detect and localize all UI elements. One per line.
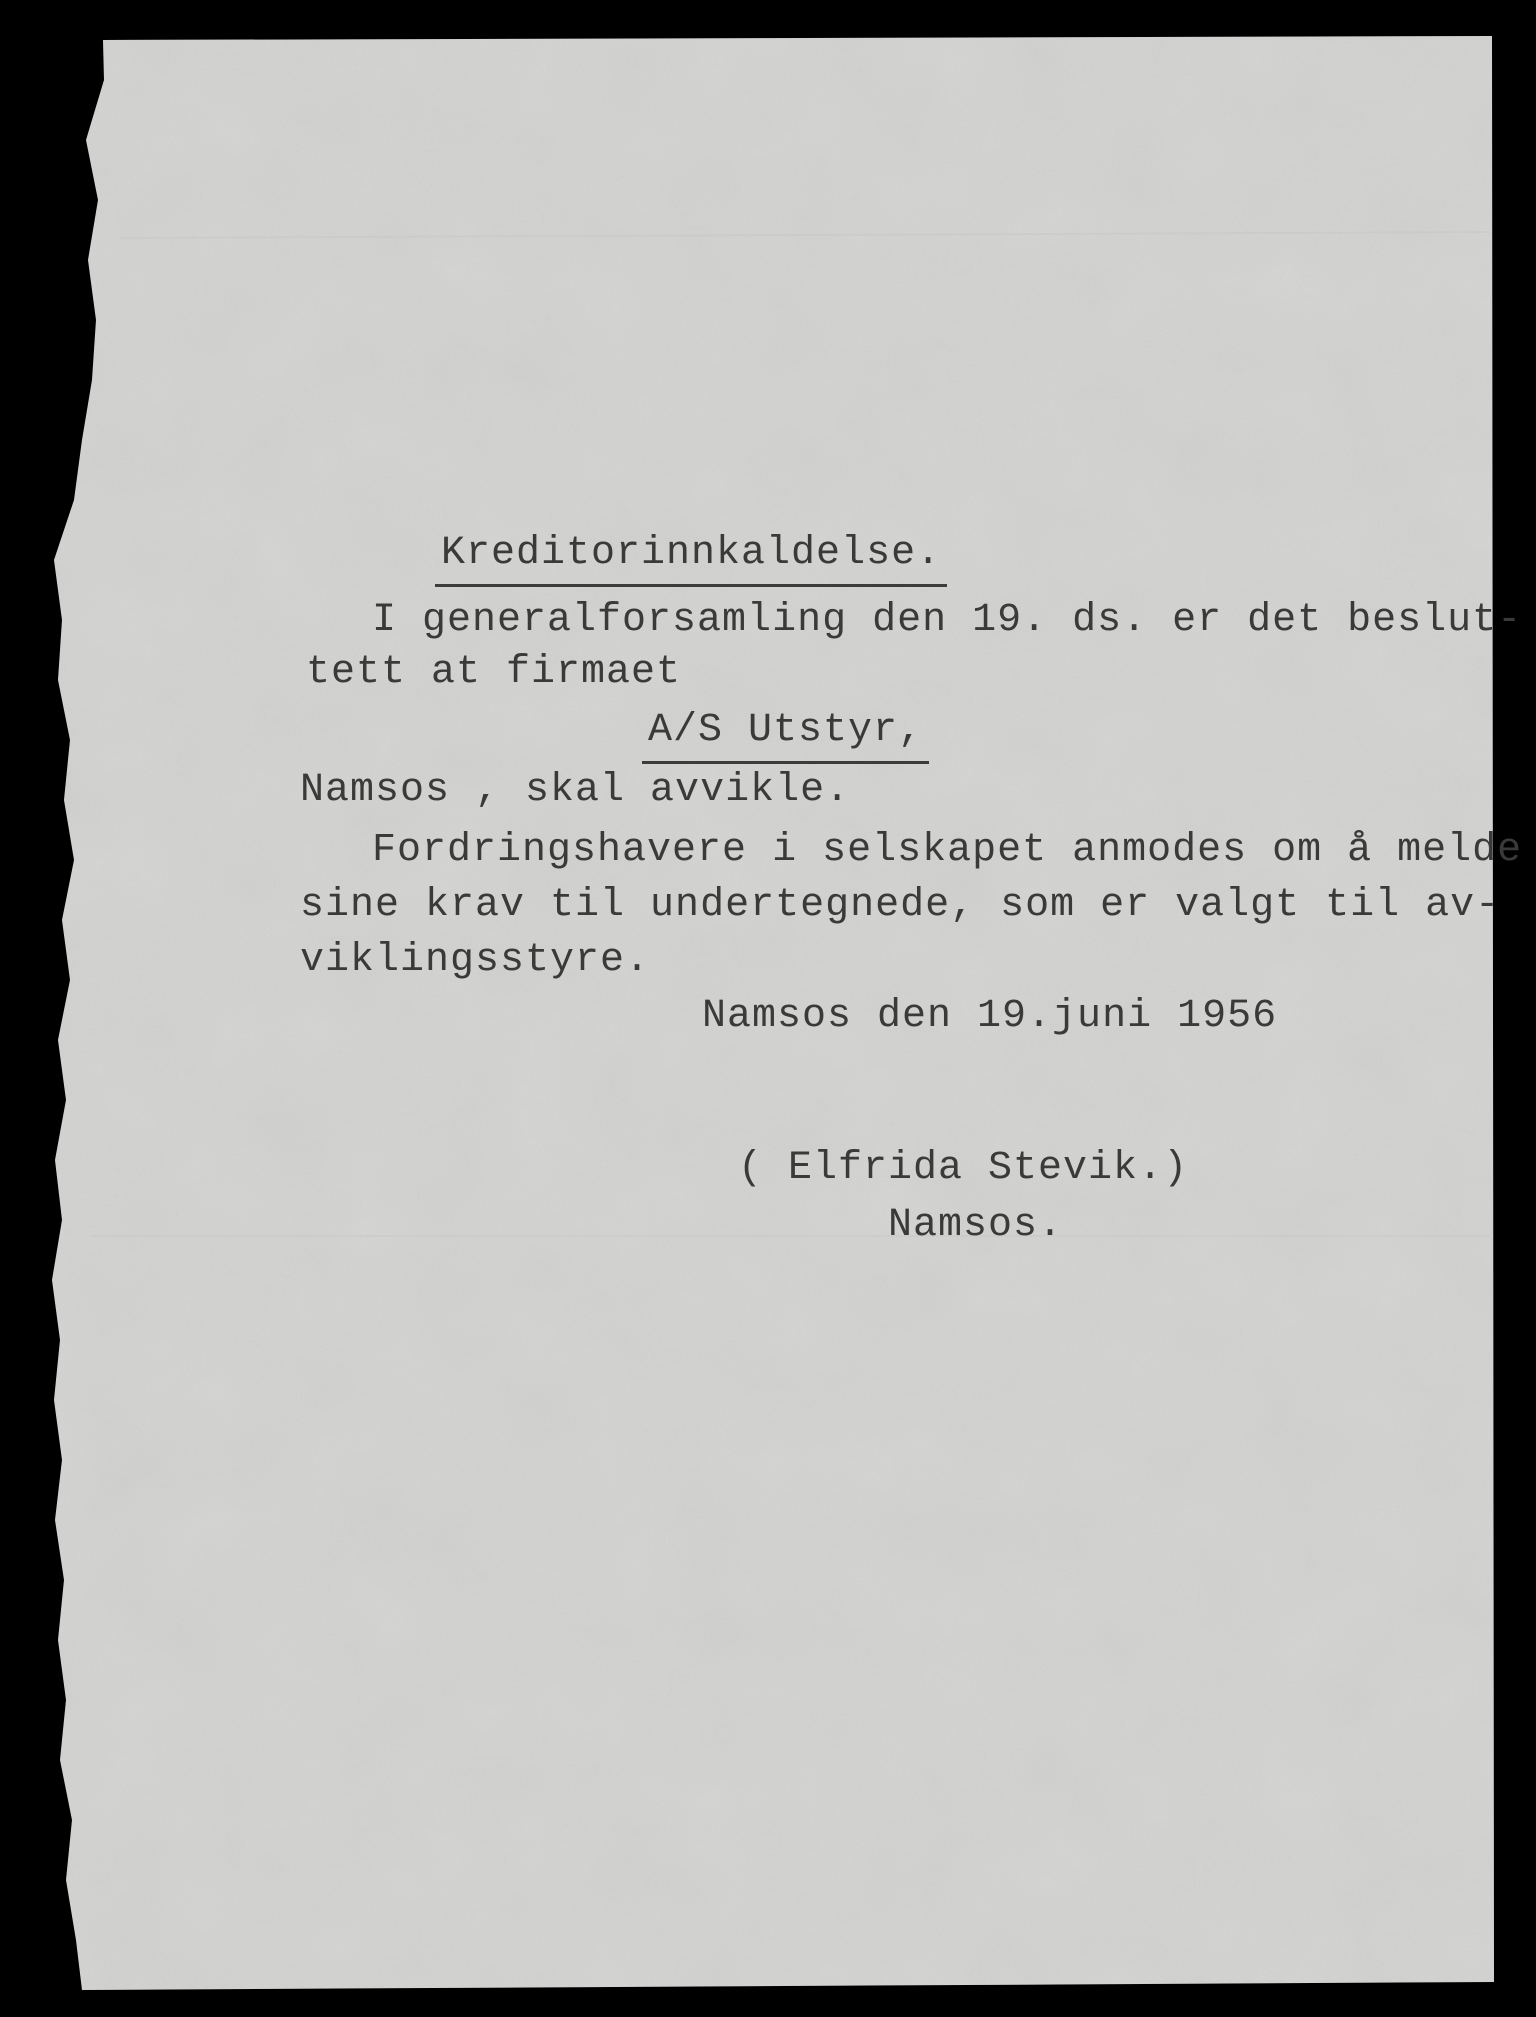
paragraph2-line3: viklingsstyre. <box>300 938 651 983</box>
paragraph1-line2: tett at firmaet <box>306 650 682 695</box>
company-name: A/S Utstyr, <box>642 707 929 764</box>
paragraph2-line1: Fordringshavere i selskapet anmodes om å melde <box>372 828 1523 873</box>
location-line: Namsos , skal avvikle. <box>300 768 851 813</box>
document-heading: Kreditorinnkaldelse. <box>435 530 947 587</box>
paragraph2-line2: sine krav til undertegnede, som er valgt til av- <box>300 883 1501 928</box>
signature-name: ( Elfrida Stevik.) <box>738 1146 1189 1191</box>
paragraph1-line1: I generalforsamling den 19. ds. er det beslut- <box>372 598 1523 643</box>
signature-city: Namsos. <box>888 1203 1064 1248</box>
place-date: Namsos den 19.juni 1956 <box>702 994 1278 1039</box>
